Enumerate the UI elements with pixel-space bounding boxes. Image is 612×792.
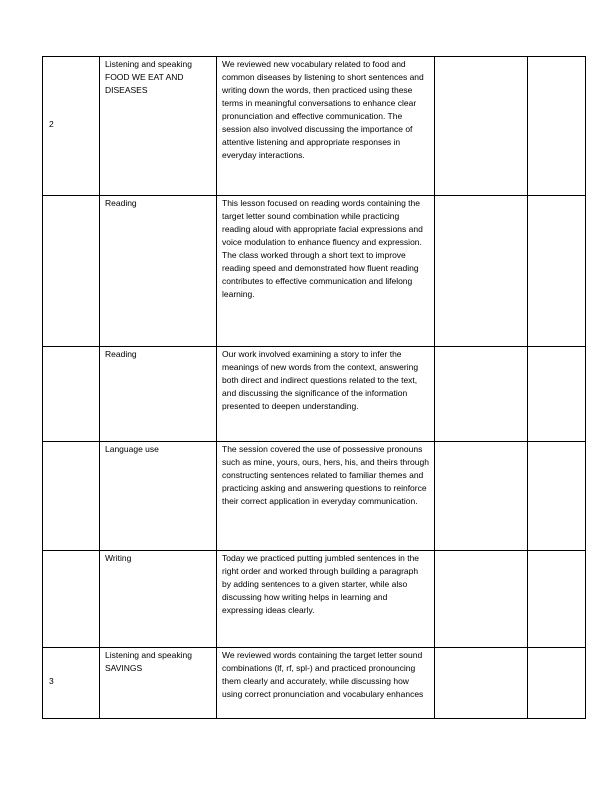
blank-cell bbox=[528, 648, 586, 719]
table-row bbox=[43, 196, 586, 347]
strand-cell: Listening and speaking SAVINGS bbox=[100, 648, 217, 719]
strand-cell: Reading bbox=[100, 196, 217, 347]
strand-cell: Writing bbox=[100, 551, 217, 648]
table-row bbox=[43, 347, 586, 442]
lesson-log-table bbox=[42, 56, 586, 719]
week-number-cell: 2 bbox=[43, 57, 100, 196]
blank-cell bbox=[435, 57, 528, 196]
table-row bbox=[43, 648, 586, 719]
strand-cell: Reading bbox=[100, 347, 217, 442]
blank-cell bbox=[528, 442, 586, 551]
blank-cell bbox=[435, 551, 528, 648]
description-cell: Our work involved examining a story to infer the meanings of new words from the context, answering both direct and indirect questions related to the text, and discussing the significance of the information presented to deepen understanding. bbox=[217, 347, 435, 442]
blank-cell bbox=[528, 551, 586, 648]
blank-cell bbox=[528, 196, 586, 347]
table-row bbox=[43, 57, 586, 196]
blank-cell bbox=[528, 57, 586, 196]
week-number-cell: 3 bbox=[43, 648, 100, 719]
blank-cell bbox=[435, 347, 528, 442]
week-number-cell bbox=[43, 442, 100, 551]
description-cell: We reviewed new vocabulary related to food and common diseases by listening to short sentences and writing down the words, then practiced using these terms in meaningful conversations to enhance clear pronunciation and effective communication. The session also involved discussing the importance of attentive listening and appropriate responses in everyday interactions. bbox=[217, 57, 435, 196]
week-number-cell bbox=[43, 196, 100, 347]
strand-cell: Language use bbox=[100, 442, 217, 551]
description-cell: This lesson focused on reading words containing the target letter sound combination while practicing reading aloud with appropriate facial expressions and voice modulation to enhance fluency and expression. The class worked through a short text to improve reading speed and demonstrated how fluent reading contributes to effective communication and lifelong learning. bbox=[217, 196, 435, 347]
blank-cell bbox=[435, 648, 528, 719]
strand-cell: Listening and speaking FOOD WE EAT AND DISEASES bbox=[100, 57, 217, 196]
week-number-cell bbox=[43, 551, 100, 648]
week-number-cell bbox=[43, 347, 100, 442]
blank-cell bbox=[435, 442, 528, 551]
description-cell: We reviewed words containing the target letter sound combinations (lf, rf, spl-) and practiced pronouncing them clearly and accurately, while discussing how using correct pronunciation and vocabulary enhances bbox=[217, 648, 435, 719]
description-cell: The session covered the use of possessive pronouns such as mine, yours, ours, hers, his, and theirs through constructing sentences related to familiar themes and practicing asking and answering questions to reinforce their correct application in everyday communication. bbox=[217, 442, 435, 551]
blank-cell bbox=[435, 196, 528, 347]
table-row bbox=[43, 442, 586, 551]
description-cell: Today we practiced putting jumbled sentences in the right order and worked through building a paragraph by adding sentences to a given starter, while also discussing how writing helps in learning and expressing ideas clearly. bbox=[217, 551, 435, 648]
table-row bbox=[43, 551, 586, 648]
blank-cell bbox=[528, 347, 586, 442]
